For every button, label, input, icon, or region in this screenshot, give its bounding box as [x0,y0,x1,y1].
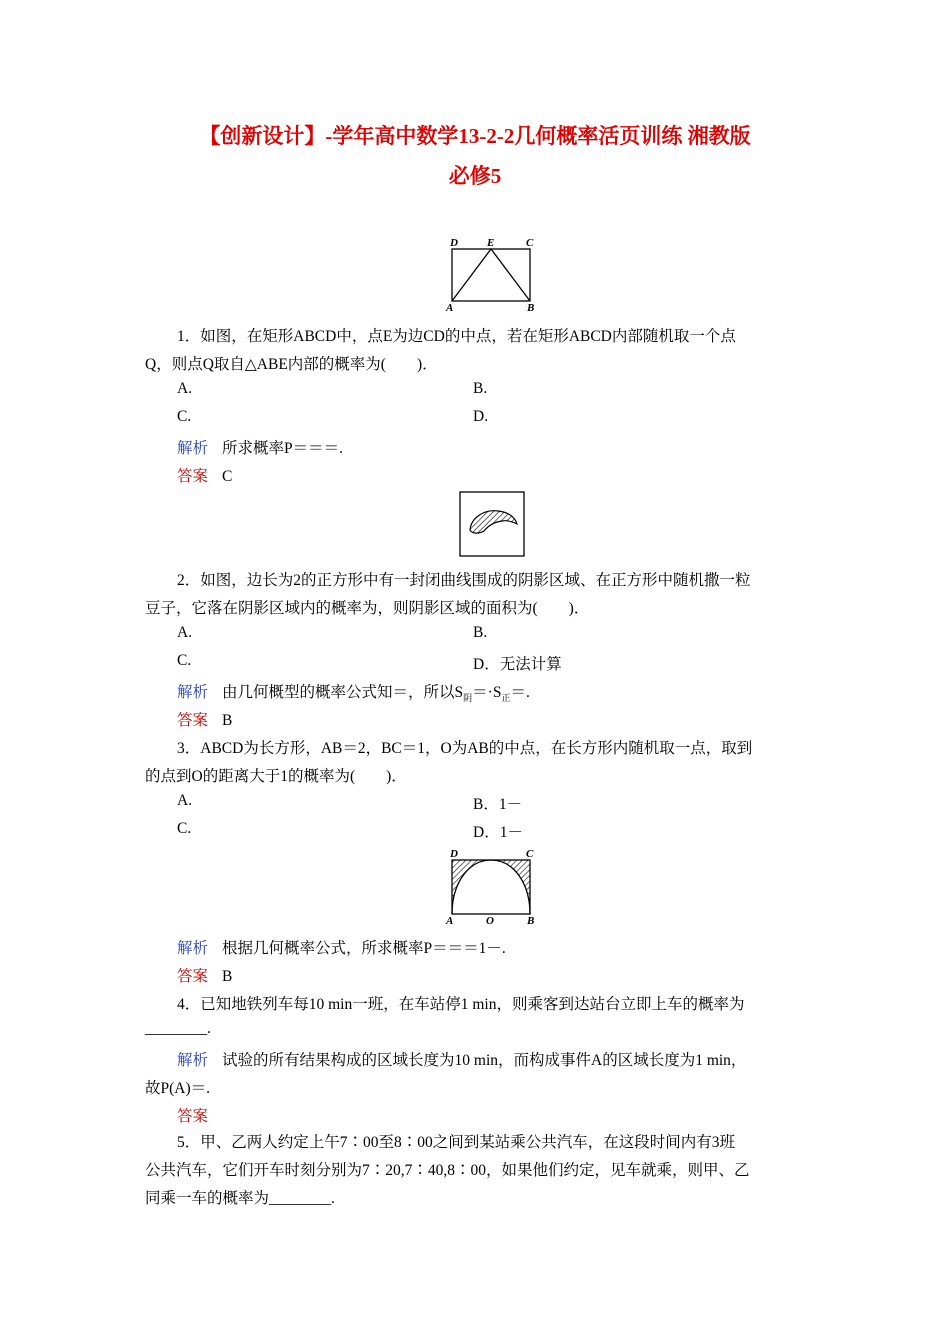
q2-analysis [177,680,530,704]
q4-answer-label: 答案 [177,1108,209,1125]
q3-option-b: B．1－ [473,796,523,813]
q1-option-c: C. [177,408,192,425]
page-title: 【创新设计】-学年高中数学13-2-2几何概率活页训练 湘教版 [199,124,751,148]
q4-analysis-line2: 故P(A)＝. [145,1080,211,1097]
q3-analysis-text: 根据几何概率公式，所求概率P＝＝＝1－. [222,940,506,957]
q1-stem-line1: 1．如图，在矩形ABCD中，点E为边CD的中点，若在矩形ABCD内部随机取一个点 [177,328,736,345]
q2-stem-line1: 2．如图，边长为2的正方形中有一封闭曲线围成的阴影区域、在正方形中随机撒一粒 [177,572,751,589]
page-title-line2: 必修5 [448,164,502,188]
q1-option-b: B. [473,380,488,397]
fig3-label-o: O [486,915,494,927]
fig1-label-a: A [446,302,454,314]
q2-option-b: B. [473,624,488,641]
q4-analysis-line1: 试验的所有结果构成的区域长度为10 min，而构成事件A的区域长度为1 min， [222,1052,747,1069]
fig1-label-c: C [526,237,534,249]
q3-stem-line1: 3．ABCD为长方形，AB＝2，BC＝1，O为AB的中点，在长方形内随机取一点，取到 [177,740,753,757]
q1-stem-line2: Q，则点Q取自△ABE内部的概率为( )． [145,356,438,373]
q3-answer-label: 答案 [177,968,209,985]
q1-option-d: D. [473,408,489,425]
q4-stem-line1: 4．已知地铁列车每10 min一班，在车站停1 min，则乘客到达站台立即上车的概率为 [177,996,745,1013]
q2-option-a: A. [177,624,193,641]
q3-option-c: C. [177,820,192,837]
q5-stem-line2: 公共汽车，它们开车时刻分别为7∶20,7∶40,8∶00，如果他们约定，见车就乘，则甲、乙 [145,1162,750,1179]
figure-rectangle-semicircle [440,846,550,928]
figure-rectangle-triangle [440,234,550,314]
fig3-label-c: C [526,848,534,860]
q2-answer [177,708,232,730]
q1-analysis [177,436,343,458]
fig3-label-b: B [527,915,535,927]
q4-stem-line2: ________. [145,1020,211,1037]
fig1-label-d: D [450,237,458,249]
q3-analysis-label: 解析 [177,940,209,957]
q3-option-d: D．1－ [473,824,523,841]
q4-answer [177,1104,222,1126]
q4-analysis-label: 解析 [177,1052,209,1069]
q2-analysis-mid: ＝·S [472,684,502,701]
q1-answer-value: C [222,468,233,485]
q2-sub-shade: 阴 [463,693,473,704]
q1-analysis-label: 解析 [177,440,209,457]
fig1-label-b: B [527,302,535,314]
q2-sub-square: 正 [501,693,511,704]
q1-option-a: A. [177,380,193,397]
q1-analysis-text: 所求概率P＝＝＝. [222,440,344,457]
q2-analysis-label: 解析 [177,684,209,701]
q2-analysis-pre: 由几何概型的概率公式知＝，所以S [222,684,464,701]
q5-stem-line1: 5．甲、乙两人约定上午7∶00至8∶00之间到某站乘公共汽车，在这段时间内有3班 [177,1134,736,1151]
q2-answer-label: 答案 [177,712,209,729]
q5-stem-line3: 同乘一车的概率为________. [145,1190,335,1207]
q2-option-d: D．无法计算 [473,656,562,673]
q3-option-a: A. [177,792,193,809]
q1-answer [177,464,232,486]
fig3-label-d: D [450,848,458,860]
q3-stem-line2: 的点到O的距离大于1的概率为( )． [145,768,407,785]
q4-analysis [177,1048,746,1070]
q2-analysis-post: ＝. [510,684,530,701]
fig3-label-a: A [446,915,454,927]
q3-answer-value: B [222,968,233,985]
q3-analysis [177,936,506,958]
q2-stem-line2: 豆子，它落在阴影区域内的概率为，则阴影区域的面积为( )． [145,600,590,617]
q1-answer-label: 答案 [177,468,209,485]
q2-option-c: C. [177,652,192,669]
figure-square-shaded-region [458,490,528,560]
q3-answer [177,964,232,986]
q2-answer-value: B [222,712,233,729]
fig1-label-e: E [487,237,495,249]
